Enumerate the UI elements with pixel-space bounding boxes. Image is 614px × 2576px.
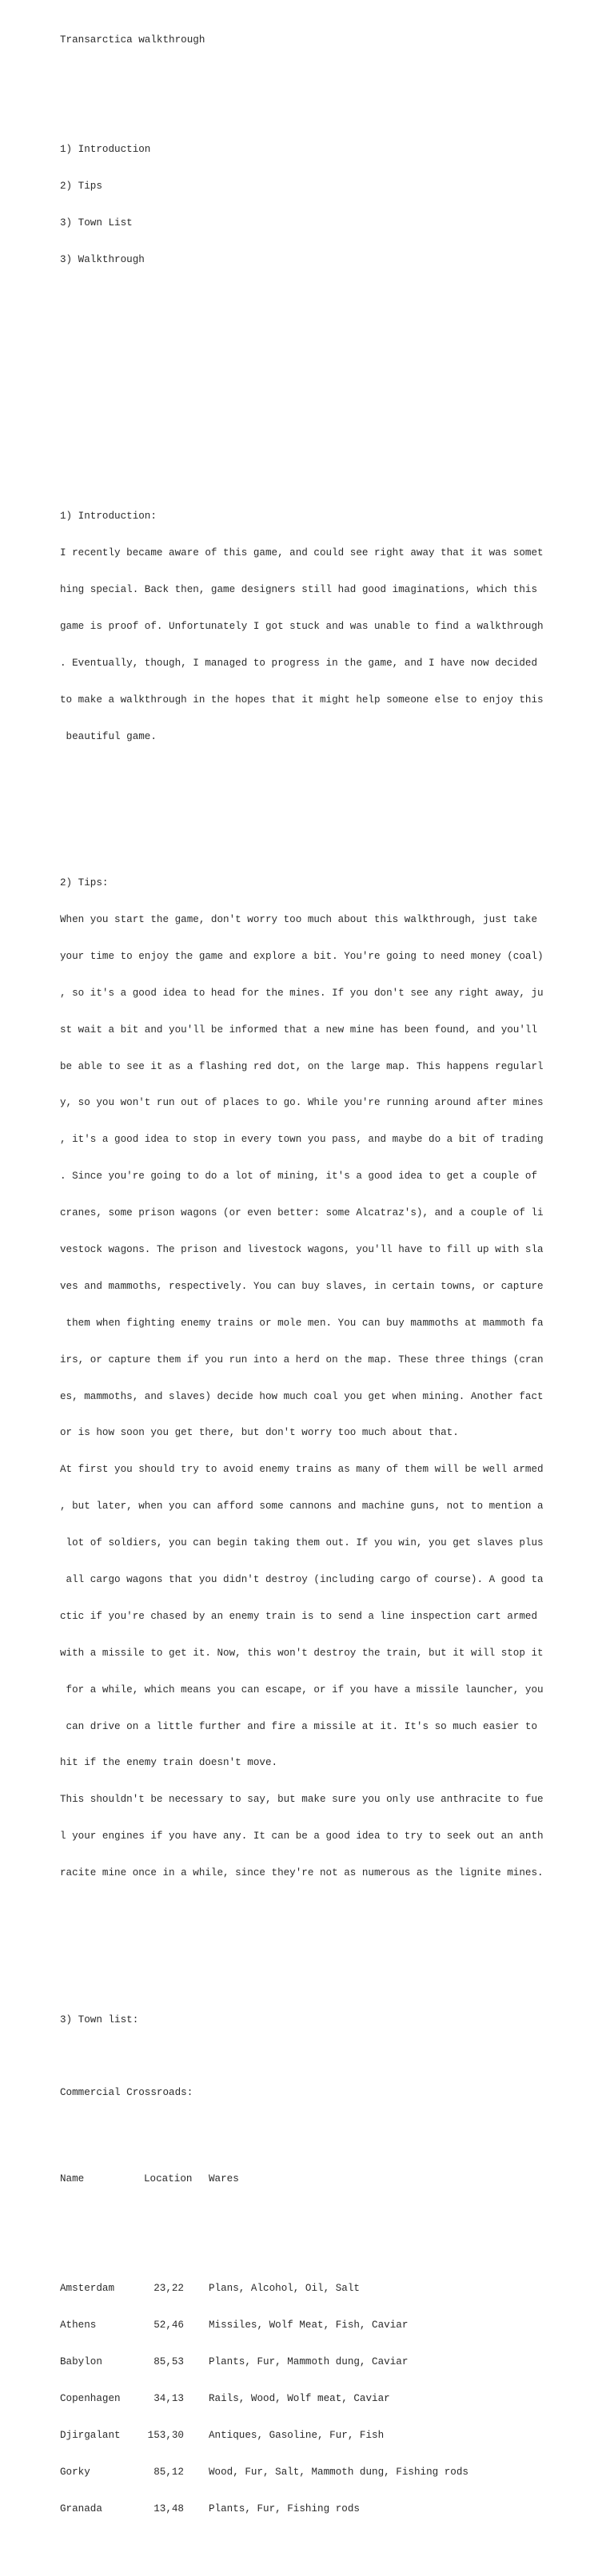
table-row	[60, 2320, 604, 2332]
paragraph-line: ves and mammoths, respectively. You can buy slaves, in certain towns, or capture	[60, 1280, 544, 1292]
paragraph-line: ctic if you're chased by an enemy train is to send a line inspection cart armed	[60, 1610, 538, 1622]
paragraph-line: When you start the game, don't worry too much about this walkthrough, just take	[60, 913, 538, 925]
paragraph-line: hit if the enemy train doesn't move.	[60, 1757, 278, 1769]
table-header	[60, 2173, 604, 2185]
paragraph-line: y, so you won't run out of places to go. While you're running around after mines	[60, 1097, 544, 1109]
paragraph-line: vestock wagons. The prison and livestock wagons, you'll have to fill up with sla	[60, 1243, 544, 1255]
paragraph-line: your time to enjoy the game and explore a bit. You're going to need money (coal)	[60, 950, 544, 962]
paragraph-line: st wait a bit and you'll be informed that a new mine has been found, and you'll	[60, 1024, 538, 1036]
spacer	[60, 328, 604, 340]
paragraph-line: irs, or capture them if you run into a herd on the map. These three things (cran	[60, 1354, 544, 1366]
paragraph-line: . Since you're going to do a lot of mining, it's a good idea to get a couple of	[60, 1171, 538, 1183]
town-name: Athens	[60, 2320, 97, 2332]
paragraph-line: game is proof of. Unfortunately I got stuck and was unable to find a walkthrough	[60, 620, 544, 632]
paragraph-line: l your engines if you have any. It can be a good idea to try to seek out an anth	[60, 1831, 544, 1843]
table-row	[60, 2283, 604, 2295]
spacer	[60, 2124, 604, 2136]
town-wares: Plants, Fur, Fishing rods	[209, 2502, 360, 2514]
table-row	[60, 2393, 604, 2405]
table-of-contents	[60, 120, 604, 291]
town-wares: Rails, Wood, Wolf meat, Caviar	[209, 2392, 390, 2404]
town-wares: Wood, Fur, Salt, Mammoth dung, Fishing rods	[209, 2466, 468, 2478]
town-name: Babylon	[60, 2356, 102, 2367]
paragraph-line: to make a walkthrough in the hopes that it might help someone else to enjoy this	[60, 694, 544, 706]
document-title: Transarctica walkthrough	[60, 34, 205, 46]
town-location: 13,48	[154, 2502, 184, 2514]
paragraph-line: beautiful game.	[60, 730, 157, 742]
town-location: 85,12	[154, 2466, 184, 2478]
paragraph-line: racite mine once in a while, since they're not as numerous as the lignite mines.	[60, 1867, 544, 1879]
spacer	[60, 401, 604, 413]
town-name: Amsterdam	[60, 2283, 115, 2295]
section-heading: 2) Tips:	[60, 877, 109, 889]
paragraph-line: hing special. Back then, game designers still had good imaginations, which this	[60, 583, 538, 595]
spacer	[60, 2051, 604, 2063]
town-wares: Plans, Alcohol, Oil, Salt	[209, 2283, 360, 2295]
table-row	[60, 2467, 604, 2479]
paragraph-line: be able to see it as a flashing red dot, on the large map. This happens regularl	[60, 1060, 544, 1072]
paragraph-line: , it's a good idea to stop in every town you pass, and maybe do a bit of trading	[60, 1134, 544, 1146]
toc-item: 3) Walkthrough	[60, 253, 145, 265]
spacer	[60, 364, 604, 376]
town-location: 23,22	[154, 2283, 184, 2295]
spacer	[60, 70, 604, 82]
town-name: Copenhagen	[60, 2392, 121, 2404]
tips-section	[60, 853, 604, 1904]
paragraph-line: cranes, some prison wagons (or even better: some Alcatraz's), and a couple of li	[60, 1207, 544, 1219]
town-location: 153,30	[147, 2429, 184, 2441]
paragraph-line: can drive on a little further and fire a missile at it. It's so much easier to	[60, 1720, 538, 1732]
town-table	[60, 2259, 604, 2540]
table-row	[60, 2356, 604, 2368]
paragraph-line: all cargo wagons that you didn't destroy (including cargo of course). A good ta	[60, 1574, 544, 1585]
table-row	[60, 2503, 604, 2515]
paragraph-line: , but later, when you can afford some cannons and machine guns, not to mention a	[60, 1501, 544, 1513]
town-list-section	[60, 1990, 604, 2564]
paragraph-line: them when fighting enemy trains or mole men. You can buy mammoths at mammoth fa	[60, 1317, 544, 1329]
paragraph-line: I recently became aware of this game, and could see right away that it was somet	[60, 547, 544, 559]
column-header-location: Location	[144, 2173, 193, 2184]
paragraph-line: or is how soon you get there, but don't worry too much about that.	[60, 1427, 459, 1439]
toc-item: 2) Tips	[60, 181, 102, 193]
town-wares: Missiles, Wolf Meat, Fish, Caviar	[209, 2320, 409, 2332]
table-row	[60, 2430, 604, 2442]
town-wares: Antiques, Gasoline, Fur, Fish	[209, 2429, 385, 2441]
paragraph-line: lot of soldiers, you can begin taking them out. If you win, you get slaves plus	[60, 1537, 544, 1549]
town-location: 52,46	[154, 2320, 184, 2332]
paragraph-line: This shouldn't be necessary to say, but make sure you only use anthracite to fue	[60, 1794, 544, 1806]
section-heading: 3) Town list:	[60, 2013, 139, 2025]
paragraph-line: . Eventually, though, I managed to progress in the game, and I have now decided	[60, 657, 538, 669]
town-wares: Plants, Fur, Mammoth dung, Caviar	[209, 2356, 409, 2367]
town-location: 34,13	[154, 2392, 184, 2404]
paragraph-line: with a missile to get it. Now, this won't destroy the train, but it will stop it	[60, 1647, 544, 1659]
spacer	[60, 2209, 604, 2221]
town-name: Djirgalant	[60, 2429, 121, 2441]
toc-item: 1) Introduction	[60, 144, 151, 156]
spacer	[60, 437, 604, 449]
spacer	[60, 1941, 604, 1953]
column-header-name: Name	[60, 2173, 85, 2184]
section-heading: 1) Introduction:	[60, 511, 157, 523]
walkthrough-document	[60, 10, 604, 2576]
column-header-wares: Wares	[209, 2173, 239, 2184]
paragraph-line: , so it's a good idea to head for the mines. If you don't see any right away, ju	[60, 987, 544, 999]
paragraph-line: At first you should try to avoid enemy trains as many of them will be well armed	[60, 1464, 544, 1476]
paragraph-line: for a while, which means you can escape, or if you have a missile launcher, you	[60, 1684, 544, 1695]
spacer	[60, 804, 604, 816]
introduction-section	[60, 487, 604, 768]
subsection-heading: Commercial Crossroads:	[60, 2087, 193, 2099]
paragraph-line: es, mammoths, and slaves) decide how much coal you get when mining. Another fact	[60, 1390, 544, 1402]
town-location: 85,53	[154, 2356, 184, 2367]
toc-item: 3) Town List	[60, 217, 133, 229]
town-name: Granada	[60, 2502, 102, 2514]
town-name: Gorky	[60, 2466, 90, 2478]
